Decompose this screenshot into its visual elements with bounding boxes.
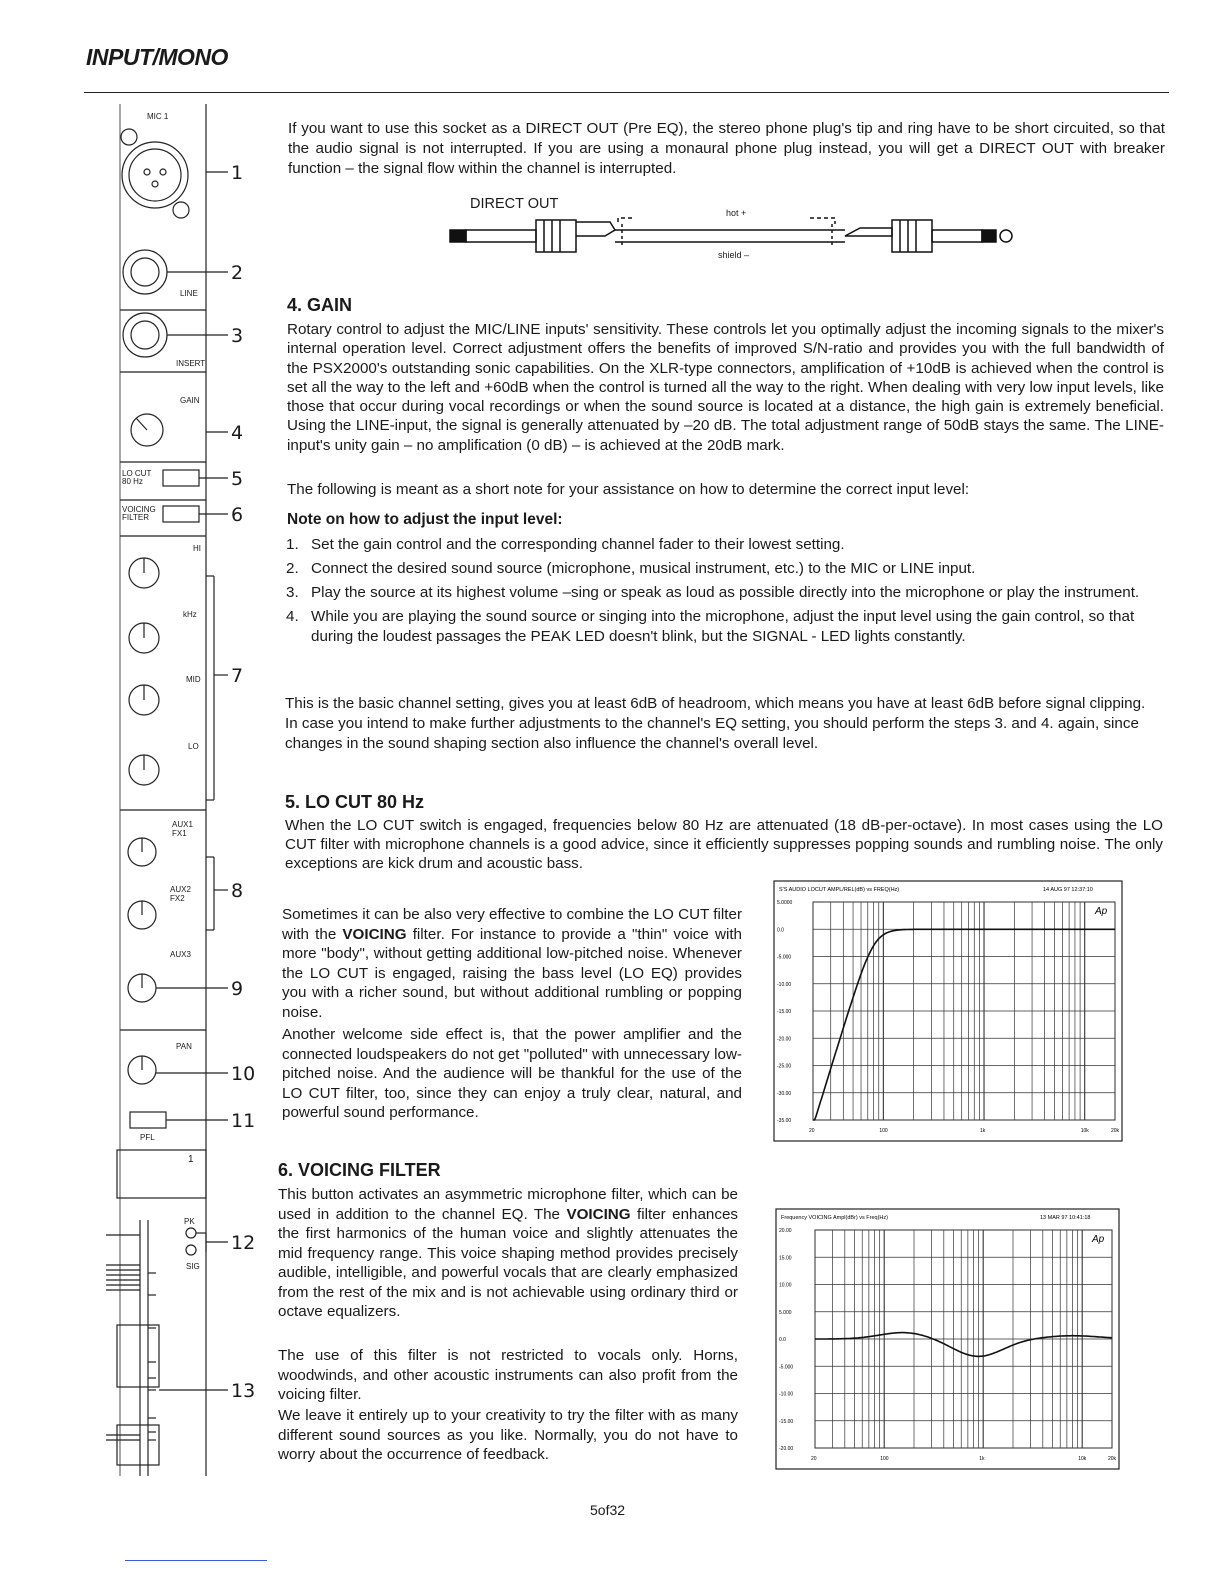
gain-heading: 4. GAIN xyxy=(287,295,353,315)
voicing-label: VOICING FILTER xyxy=(122,505,156,522)
y-tick-label: 0.0 xyxy=(779,1337,786,1343)
graph-header-left: Frequency VOICING Ampl(dBr) vs Freq(Hz) xyxy=(781,1215,888,1221)
gain-following: The following is meant as a short note for your assistance on how to determine the correct input level: xyxy=(287,481,970,498)
x-tick-label: 20k xyxy=(1108,1456,1117,1462)
y-tick-label: -10.00 xyxy=(777,981,792,988)
callout-8: 8 xyxy=(231,880,244,902)
y-tick-label: -10.00 xyxy=(779,1391,794,1398)
callout-4: 4 xyxy=(231,422,244,444)
direct-out-diagram xyxy=(440,192,1020,268)
y-tick-label: 0.0 xyxy=(777,927,784,934)
graph-header-left: S'S AUDIO LOCUT AMPL/REL(dB) vs FREQ(Hz) xyxy=(779,887,900,893)
lo-label: LO xyxy=(188,742,199,751)
page-title: INPUT/MONO xyxy=(86,44,228,70)
callout-13: 13 xyxy=(231,1380,256,1402)
callout-12: 12 xyxy=(231,1232,256,1254)
locut-paragraph-3: Another welcome side effect is, that the power amplifier and the connected loudspeakers do not get "polluted" with unnecessary low-pitched noise. And the audience will be thankful for the use of the LO CUT filter, too, since they can enjoy a truly clear, natural, and powerful sound performance. xyxy=(282,1026,742,1121)
sig-label: SIG xyxy=(186,1262,200,1271)
y-tick-label: -5.000 xyxy=(777,954,792,961)
response-curve xyxy=(815,1333,1112,1357)
callout-2: 2 xyxy=(231,262,244,284)
pfl-label: PFL xyxy=(140,1133,155,1142)
page-number: 5of32 xyxy=(590,1502,626,1518)
voicing-paragraph-1: This button activates an asymmetric microphone filter, which can be used in addition to the channel EQ. The VOICING filter enhances the first harmonics of the human voice and slightly attenuates the mid frequency range. This voice shaping method provides precisely audible, intelligible, and powerful vocals that are clearly emphasized from the rest of the mix and is not achievable using ordinary third or octave equalizers. xyxy=(278,1186,738,1320)
y-tick-label: -25.00 xyxy=(777,1063,792,1070)
title-divider xyxy=(84,92,1169,93)
locut-paragraph-2: Sometimes it can be also very effective to combine the LO CUT filter with the VOICING filter. For instance to provide a "thin" voice with more "body", without getting additional low-pitched noise. Whenever the LO CUT is engaged, raising the bass level (LO EQ) provides you with a richer sound, but without additional rumbling or popping noise. xyxy=(282,906,742,1021)
shield-label: shield – xyxy=(718,250,750,260)
aux1-label: AUX1 FX1 xyxy=(172,820,193,838)
x-tick-label: 20k xyxy=(1111,1128,1120,1134)
locut-paragraph-1: When the LO CUT switch is engaged, frequencies below 80 Hz are attenuated (18 dB-per-octave). In most cases using the LO CUT filter with microphone channels is a good advice, since it efficiently suppresses popping sounds and rumbling noise. The only exceptions are kick drum and acoustic bass. xyxy=(285,817,1163,872)
graph-header-right: 13 MAR 97 10:41:18 xyxy=(1040,1215,1091,1221)
gain-label: GAIN xyxy=(180,396,200,405)
graph-header-right: 14 AUG 97 12:37:10 xyxy=(1043,887,1093,893)
y-tick-label: 20.00 xyxy=(779,1228,792,1234)
khz-label: kHz xyxy=(183,610,197,619)
direct-out-label: DIRECT OUT xyxy=(470,196,559,212)
x-tick-label: 100 xyxy=(880,1456,889,1462)
x-tick-label: 20 xyxy=(809,1128,815,1134)
graph-badge: Ap xyxy=(1095,906,1108,917)
x-tick-label: 20 xyxy=(811,1456,817,1462)
x-tick-label: 10k xyxy=(1080,1128,1089,1134)
locut-response-graph xyxy=(773,880,1123,1142)
basic-setting-paragraph: This is the basic channel setting, gives you at least 6dB of headroom, which means you have at least 6dB before signal clipping. In case you intend to make further adjustments to the channel's EQ setting, you should perform the steps 3. and 4. again, since changes in the sound shaping section also influence the channel's overall level. xyxy=(285,695,1146,752)
x-tick-label: 100 xyxy=(879,1128,888,1134)
voicing-paragraph-2: The use of this filter is not restricted to vocals only. Horns, woodwinds, and other acoustic instruments can also profit from the voicing filter. xyxy=(278,1347,738,1403)
channel-strip xyxy=(100,100,260,1480)
locut-label: LO CUT 80 Hz xyxy=(122,469,152,486)
list-item: 4. While you are playing the sound source or singing into the microphone, adjust the input level using the gain control, so that during the loudest passages the PEAK LED doesn't blink, but the SIGNAL - LED lights constantly. xyxy=(286,608,1135,645)
y-tick-label: 10.00 xyxy=(779,1282,792,1289)
y-tick-label: -15.00 xyxy=(777,1009,792,1015)
callout-3: 3 xyxy=(231,325,244,347)
aux2-label: AUX2 FX2 xyxy=(170,885,191,903)
graph-badge: Ap xyxy=(1092,1234,1105,1245)
hot-label: hot + xyxy=(726,208,747,218)
note-heading: Note on how to adjust the input level: xyxy=(287,511,563,528)
callout-11: 11 xyxy=(231,1110,256,1132)
list-item: 3. Play the source at its highest volume –sing or speak as loud as possible directly into the microphone or play the instrument. xyxy=(286,584,1140,601)
x-tick-label: 1k xyxy=(979,1456,985,1462)
voicing-paragraph-3: We leave it entirely up to your creativity to try the filter with as many different sound sources as you like. Normally, you do not have to worry about the occurrence of feedback. xyxy=(278,1407,738,1463)
y-tick-label: -5.000 xyxy=(779,1364,794,1371)
list-item: 2. Connect the desired sound source (microphone, musical instrument, etc.) to the MIC or LINE input. xyxy=(286,560,976,577)
callout-1: 1 xyxy=(231,162,244,184)
voicing-heading: 6. VOICING FILTER xyxy=(278,1160,441,1180)
channel-strip-drawing xyxy=(100,100,260,1480)
y-tick-label: 5.000 xyxy=(779,1309,792,1316)
callout-10: 10 xyxy=(231,1063,256,1085)
channel-number: 1 xyxy=(188,1154,194,1165)
callout-9: 9 xyxy=(231,978,244,1000)
y-tick-label: -15.00 xyxy=(779,1418,794,1425)
y-tick-label: 15.00 xyxy=(779,1255,792,1262)
aux3-label: AUX3 xyxy=(170,950,191,959)
gain-paragraph: Rotary control to adjust the MIC/LINE inputs' sensitivity. These controls let you optimally adjust the incoming signals to the mixer's internal operation level. Correct adjustment offers the benefits of improved S/N-ratio and provides you with the full bandwidth of the PSX2000's outstanding sonic capabilities. On the XLR-type connectors, amplification of +10dB is achieved when the control is set all the way to the left and +60dB when the control is turned all the way to the right. When dealing with very low input levels, like those that occur during vocal recordings or when the sound source is located at a distance, the high gain is extremely beneficial. Using the LINE-input, the signal is generally attenuated by –20 dB. The total adjustment range of 50dB stays the same. The LINE-input's unity gain – no amplification (0 dB) – is achieved at the 20dB mark. xyxy=(287,321,1164,454)
y-tick-label: 5.0000 xyxy=(777,900,793,906)
y-tick-label: -20.00 xyxy=(777,1036,792,1043)
response-curve xyxy=(813,929,1115,1120)
level-steps-list xyxy=(286,535,1166,651)
mic-label: MIC 1 xyxy=(147,112,169,121)
x-tick-label: 1k xyxy=(980,1128,986,1134)
y-tick-label: -35.00 xyxy=(777,1118,792,1124)
locut-graph-svg xyxy=(773,880,1123,1142)
mid-label: MID xyxy=(186,675,201,684)
voicing-response-graph xyxy=(775,1208,1120,1470)
pk-label: PK xyxy=(184,1217,195,1226)
hi-label: HI xyxy=(193,544,201,553)
locut-heading: 5. LO CUT 80 Hz xyxy=(285,792,425,812)
callout-6: 6 xyxy=(231,504,244,526)
insert-label: INSERT xyxy=(176,359,206,368)
voicing-graph-svg xyxy=(775,1208,1120,1470)
direct-out-paragraph: If you want to use this socket as a DIRECT OUT (Pre EQ), the stereo phone plug's tip and ring have to be short circuited, so that the audio signal is not interrupted. If you are using a monaural phone plug instead, you will get a DIRECT OUT with breaker function – the signal flow within the channel is interrupted. xyxy=(288,120,1165,177)
x-tick-label: 10k xyxy=(1078,1456,1087,1462)
line-label: LINE xyxy=(180,289,198,298)
callout-5: 5 xyxy=(231,468,244,490)
callout-7: 7 xyxy=(231,665,244,687)
footer-rule xyxy=(125,1560,267,1561)
pan-label: PAN xyxy=(176,1042,192,1051)
y-tick-label: -20.00 xyxy=(779,1446,794,1452)
list-item: 1. Set the gain control and the corresponding channel fader to their lowest setting. xyxy=(286,536,845,553)
y-tick-label: -30.00 xyxy=(777,1090,792,1097)
